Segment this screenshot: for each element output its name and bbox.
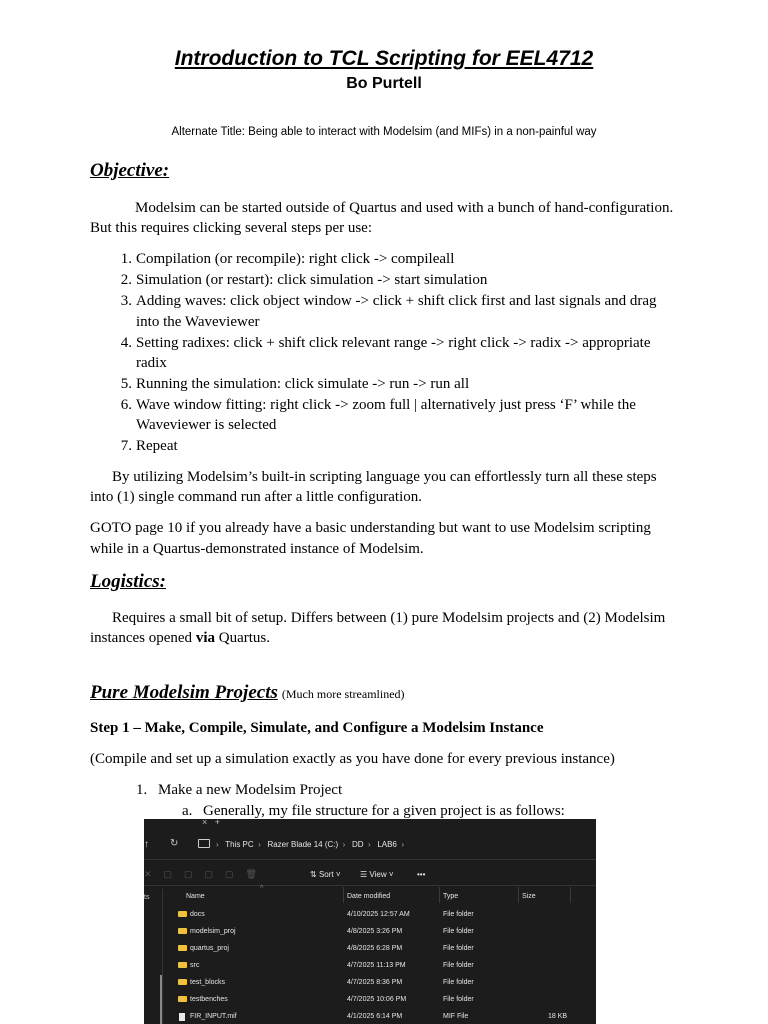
logistics-heading: Logistics:	[90, 571, 166, 592]
folder-icon	[178, 945, 187, 951]
file-name: src	[190, 962, 200, 969]
file-name: test_blocks	[190, 979, 226, 986]
column-header-size[interactable]: Size	[522, 893, 536, 900]
file-type: File folder	[443, 928, 474, 935]
column-header-name[interactable]: Name	[186, 893, 205, 900]
file-type: File folder	[443, 962, 474, 969]
column-divider	[439, 887, 440, 903]
file-date: 4/8/2025 3:26 PM	[347, 928, 403, 935]
view-button[interactable]: ☰ View ˅	[360, 870, 394, 879]
step-text-continued: Waveviewer is selected	[136, 417, 277, 433]
step-number: 4.	[120, 335, 132, 351]
file-type: File folder	[443, 979, 474, 986]
nav-pane-divider	[162, 889, 163, 1024]
item1-text: Make a new Modelsim Project	[158, 782, 343, 798]
column-divider	[570, 887, 571, 903]
step-text: Adding waves: click object window -> click + shift click first and last signals and drag	[136, 293, 657, 309]
sort-chevron-icon: ^	[260, 885, 264, 892]
refresh-icon[interactable]: ↻	[170, 838, 179, 849]
breadcrumb-lab6[interactable]: LAB6	[377, 840, 397, 849]
tab-close-icon[interactable]: × +	[202, 819, 221, 827]
toolbar-divider	[144, 859, 596, 860]
alternate-title: Alternate Title: Being able to interact with Modelsim (and MIFs) in a non-painful way	[171, 126, 597, 138]
objective-para2-line2: into (1) single command run after a little configuration.	[90, 489, 422, 505]
document-title: Introduction to TCL Scripting for EEL4712	[174, 47, 594, 70]
step-number: 2.	[120, 272, 132, 288]
pure-modelsim-heading-row	[90, 682, 405, 704]
toolbar-disabled-icons: ✕▢▢▢▢🗑	[144, 869, 269, 879]
step-text: Wave window fitting: right click -> zoom full | alternatively just press ‘F’ while the	[136, 397, 636, 413]
file-explorer-screenshot	[144, 819, 596, 1024]
step-text: Repeat	[136, 438, 178, 454]
objective-para3-line2: while in a Quartus-demonstrated instance of Modelsim.	[90, 541, 424, 557]
folder-icon	[178, 979, 187, 985]
logistics-line2-end: Quartus.	[214, 630, 270, 646]
logistics-line1: Requires a small bit of setup. Differs between (1) pure Modelsim projects and (2) Modelsim	[112, 610, 666, 626]
step1-note: (Compile and set up a simulation exactly as you have done for every previous instance)	[90, 751, 615, 767]
breadcrumb-drive[interactable]: Razer Blade 14 (C:)	[267, 840, 339, 849]
objective-para2-line1: By utilizing Modelsim’s built-in scripting language you can effortlessly turn all these steps	[112, 469, 657, 485]
item1-number: 1.	[136, 782, 148, 798]
file-date: 4/1/2025 6:14 PM	[347, 1013, 403, 1020]
file-name: quartus_proj	[190, 945, 229, 952]
logistics-line2	[90, 628, 680, 649]
file-name: FIR_INPUT.mif	[190, 1013, 237, 1020]
back-arrow-icon[interactable]: ↑	[144, 839, 149, 850]
logistics-line2-text: instances opened	[90, 630, 196, 646]
author-name: Bo Purtell	[346, 75, 422, 92]
objective-intro-line2: But this requires clicking several steps per use:	[90, 220, 373, 236]
objective-intro-line1: Modelsim can be started outside of Quartus and used with a bunch of hand-configuration.	[135, 200, 674, 216]
breadcrumb-this-pc[interactable]: This PC	[225, 840, 254, 849]
step1-heading: Step 1 – Make, Compile, Simulate, and Configure a Modelsim Instance	[90, 720, 544, 736]
file-size: 18 KB	[548, 1013, 568, 1020]
file-type: File folder	[443, 996, 474, 1003]
file-name: modelsim_proj	[190, 928, 236, 935]
toolbar-divider	[144, 885, 596, 886]
objective-heading: Objective:	[90, 160, 170, 181]
folder-icon	[178, 996, 187, 1002]
column-divider	[518, 887, 519, 903]
breadcrumb-dd[interactable]: DD	[351, 840, 364, 849]
step-number: 7.	[120, 438, 132, 454]
file-date: 4/10/2025 12:57 AM	[347, 911, 410, 918]
objective-para3-line1: GOTO page 10 if you already have a basic understanding but want to use Modelsim scripting	[90, 520, 651, 536]
file-date: 4/7/2025 11:13 PM	[347, 962, 406, 969]
step-text: Simulation (or restart): click simulation -> start simulation	[136, 272, 488, 288]
file-date: 4/7/2025 10:06 PM	[347, 996, 407, 1003]
file-type: File folder	[443, 911, 474, 918]
view-label: View	[369, 870, 387, 879]
item1a-letter: a.	[182, 803, 193, 819]
step-text: Running the simulation: click simulate -> run -> run all	[136, 376, 470, 392]
pure-modelsim-heading-note: (Much more streamlined)	[281, 687, 405, 701]
this-pc-icon	[198, 839, 210, 848]
nav-pane-partial-label[interactable]: ts	[144, 894, 150, 901]
step-number: 5.	[120, 376, 132, 392]
file-icon	[179, 1013, 185, 1021]
column-header-date[interactable]: Date modified	[347, 893, 391, 900]
step-text: Setting radixes: click + shift click relevant range -> right click -> radix -> appropriate	[136, 335, 651, 351]
file-date: 4/7/2025 8:36 PM	[347, 979, 403, 986]
file-name: testbenches	[190, 996, 228, 1003]
step-number: 6.	[120, 397, 132, 413]
nav-pane-scrollbar[interactable]	[160, 975, 162, 1024]
step-number: 3.	[120, 293, 132, 309]
item1a-text: Generally, my file structure for a given project is as follows:	[203, 803, 565, 819]
step-text-continued: into the Waveviewer	[136, 314, 260, 330]
step-number: 1.	[120, 251, 132, 267]
file-date: 4/8/2025 6:28 PM	[347, 945, 403, 952]
file-name: docs	[190, 911, 205, 918]
file-type: MIF File	[443, 1013, 469, 1020]
column-header-type[interactable]: Type	[443, 893, 459, 900]
step-text-continued: radix	[136, 355, 167, 371]
folder-icon	[178, 928, 187, 934]
pure-modelsim-heading: Pure Modelsim Projects	[90, 682, 278, 703]
breadcrumb[interactable]: › This PC › Razer Blade 14 (C:) › DD › LAB6 ›	[216, 840, 405, 849]
sort-button[interactable]: ⇅ Sort ˅	[310, 870, 341, 879]
step-text: Compilation (or recompile): right click -> compileall	[136, 251, 455, 267]
file-type: File folder	[443, 945, 474, 952]
column-divider	[343, 887, 344, 903]
folder-icon	[178, 962, 187, 968]
logistics-line2-bold: via	[195, 630, 215, 646]
sort-label: Sort	[318, 870, 334, 879]
folder-icon	[178, 911, 187, 917]
more-options-button[interactable]: •••	[417, 870, 426, 879]
